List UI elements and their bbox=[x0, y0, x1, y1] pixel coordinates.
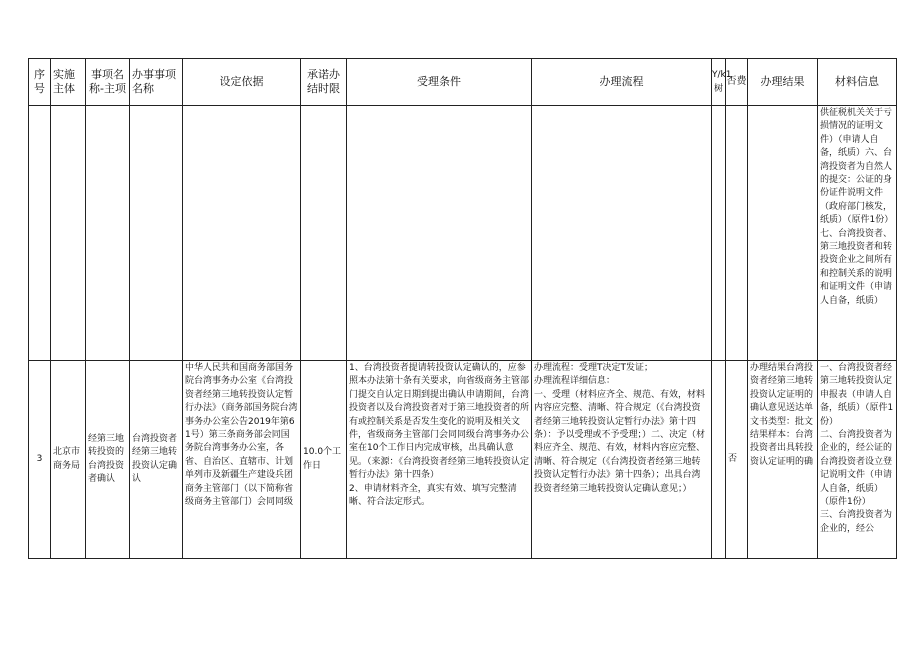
cell-process bbox=[532, 106, 712, 361]
cell-conditions bbox=[347, 106, 532, 361]
cell-implementer: 北京市商务局 bbox=[51, 361, 86, 559]
cell-vertical-mark bbox=[712, 361, 726, 559]
matters-table bbox=[28, 58, 897, 559]
cell-item-main: 经第三地转投资的台湾投资者确认 bbox=[86, 361, 130, 559]
header-seq: 序号 bbox=[29, 59, 51, 106]
header-deadline: 承诺办结时限 bbox=[301, 59, 347, 106]
table-row bbox=[29, 106, 897, 361]
table-row bbox=[29, 361, 897, 559]
header-process: 办理流程 bbox=[532, 59, 712, 106]
cell-item-sub: 台湾投资者经第三地转投资认定确认 bbox=[130, 361, 183, 559]
matters-table-sheet bbox=[28, 58, 896, 559]
cell-conditions: 1、台湾投资者提请转投资认定确认的，应参照本办法第十条有关要求，向省级商务主管部门提交自认定日期到提出确认申请期间，台湾投资者以及台湾投资者对于第三地投资者的所有或控制关系是否发生变化的说明及相关文件，省级商务主管部门会同同级台湾事务办公室在10个工作日内完成审核，出具确认意见。（来源：《台湾投资者经第三地转投资认定暂行办法》第十四条） 2、申请材料齐全，真实有效、填写完整清晰、符合法定形式。 bbox=[347, 361, 532, 559]
header-row bbox=[29, 59, 897, 106]
cell-item-main bbox=[86, 106, 130, 361]
cell-materials: 一、台湾投资者经第三地转投资认定申报表（申请人自备，纸质）（原件1份） 二、台湾投资者为企业的，经公证的台湾投资者设立登记说明文件（申请人自备，纸质）（原件1份） 三、台湾投资者为企业的，经公 bbox=[818, 361, 897, 559]
header-implementer: 实施主体 bbox=[51, 59, 86, 106]
cell-process: 办理流程：受理T决定T发证； 办理流程详细信息： 一、受理（材料应齐全、规范、有效，材料内容应完整、清晰、符合规定（《台湾投资者经第三地转投资认定暂行办法》第十四条）：予以受理或不予受理；）二、决定（材料应齐全、规范、有效，材料内容应完整、清晰、符合规定（《台湾投资者经第三地转投资认定暂行办法》第十四条）；出具台湾投资者经第三地转投资认定确认意见；） bbox=[532, 361, 712, 559]
cell-basis: 中华人民共和国商务部国务院台湾事务办公室《台湾投资者经第三地转投资认定暂行办法》（商务部国务院台湾事务办公室公告2019年第61号）第三条商务部会同国务院台湾事务办公室，各省、自治区、直辖市、计划单列市及新疆生产建设兵团商务主管部门（以下简称省级商务主管部门）会同同级 bbox=[183, 361, 301, 559]
cell-fee bbox=[726, 106, 748, 361]
cell-deadline: 10.0个工作日 bbox=[301, 361, 347, 559]
cell-seq bbox=[29, 106, 51, 361]
cell-seq: 3 bbox=[29, 361, 51, 559]
header-materials: 材料信息 bbox=[818, 59, 897, 106]
cell-vertical-mark bbox=[712, 106, 726, 361]
header-vertical-mark: Y/k1树 bbox=[712, 59, 726, 106]
cell-deadline bbox=[301, 106, 347, 361]
cell-fee: 否 bbox=[726, 361, 748, 559]
header-basis: 设定依据 bbox=[183, 59, 301, 106]
header-item-main: 事项名称-主项 bbox=[86, 59, 130, 106]
cell-result: 办理结果台湾投资者经第三地转投资认定证明的确认意见送达单文书类型：批文结果样本：台湾投资者出具转投资认定证明的确 bbox=[748, 361, 818, 559]
header-fee: 否费 bbox=[726, 59, 748, 106]
cell-implementer bbox=[51, 106, 86, 361]
header-item-sub: 办事事项名称 bbox=[130, 59, 183, 106]
header-result: 办理结果 bbox=[748, 59, 818, 106]
cell-result bbox=[748, 106, 818, 361]
cell-item-sub bbox=[130, 106, 183, 361]
header-conditions: 受理条件 bbox=[347, 59, 532, 106]
cell-materials: 供征税机关关于亏损情况的证明文件）（申请人自备，纸质）六、台湾投资者为自然人的提交：公证的身份证件说明文件（政府部门核发，纸质）（原件1份）七、台湾投资者、第三地投资者和转投资企业之间所有和控制关系的说明和证明文件（申请人自备，纸质） bbox=[818, 106, 897, 361]
cell-basis bbox=[183, 106, 301, 361]
